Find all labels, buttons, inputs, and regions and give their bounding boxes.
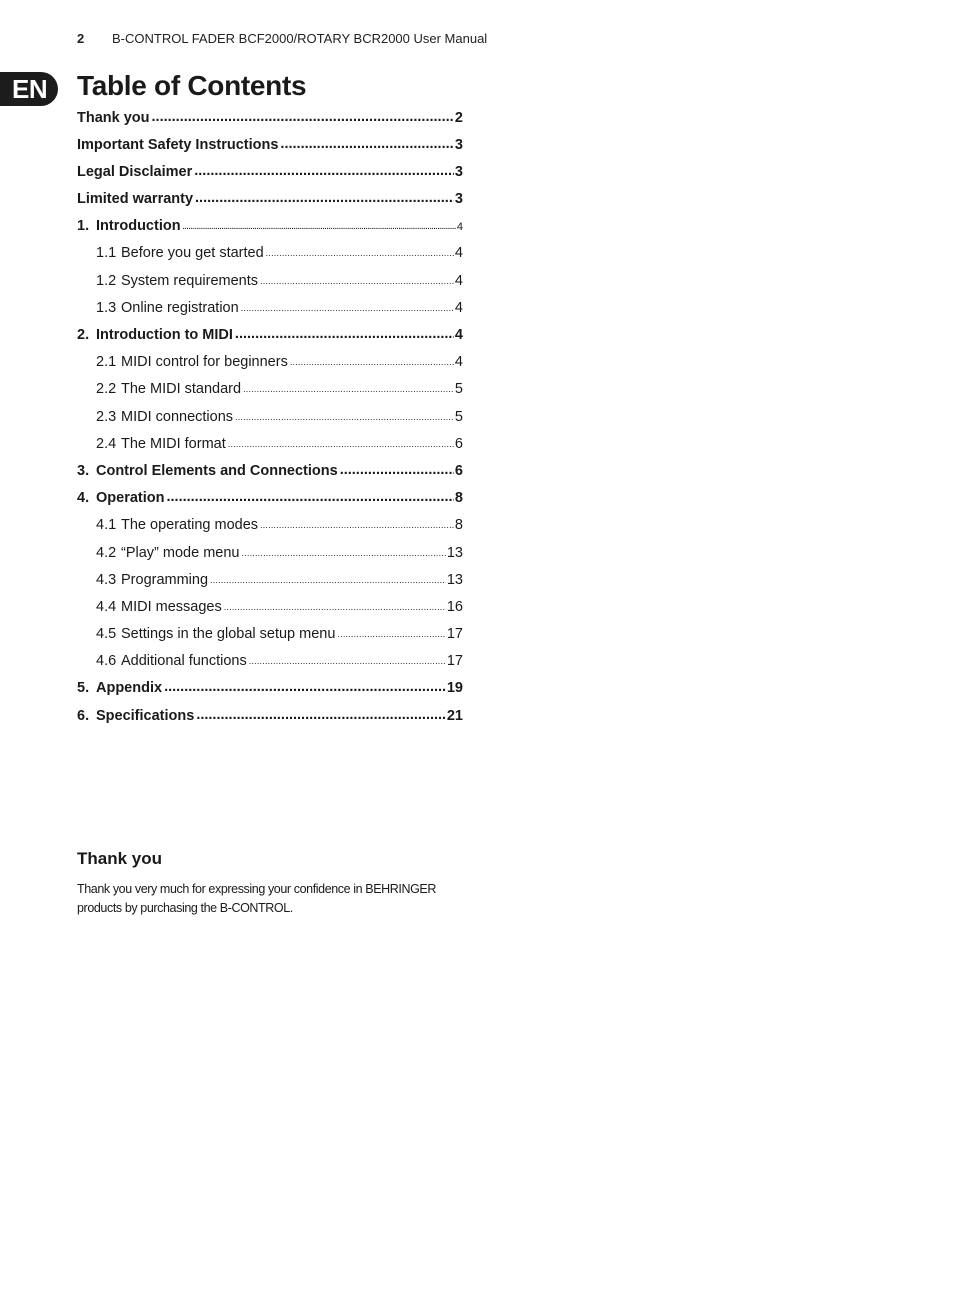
toc-entry-number: 3. bbox=[77, 462, 90, 479]
toc-entry-label: Specifications bbox=[96, 707, 195, 724]
toc-entry-page: 4 bbox=[454, 299, 463, 316]
toc-entry-label: Legal Disclaimer bbox=[77, 163, 193, 180]
toc-entry-number: 1.1 bbox=[96, 245, 117, 262]
toc-dot-leader bbox=[235, 325, 454, 340]
thank-you-heading: Thank you bbox=[77, 849, 163, 868]
toc-entry-page: 19 bbox=[446, 680, 463, 697]
page-number: 2 bbox=[77, 31, 85, 46]
toc-dot-leader bbox=[243, 379, 454, 394]
toc-entry-introduction[interactable] bbox=[77, 216, 463, 243]
toc-entry-label: MIDI connections bbox=[121, 408, 234, 425]
toc-entry-page: 5 bbox=[454, 381, 463, 398]
toc-entry-number: 4.3 bbox=[96, 571, 117, 588]
toc-entry-number: 1.3 bbox=[96, 299, 117, 316]
toc-dot-leader bbox=[195, 189, 454, 204]
toc-entry-additional-functions[interactable] bbox=[77, 651, 463, 678]
toc-entry-midi-messages[interactable] bbox=[77, 596, 463, 623]
toc-entry-page: 4 bbox=[454, 272, 463, 289]
toc-entry-number: 2.1 bbox=[96, 354, 117, 371]
toc-entry-label: “Play” mode menu bbox=[121, 544, 240, 561]
toc-entry-appendix[interactable] bbox=[77, 678, 463, 705]
toc-dot-leader bbox=[249, 651, 446, 666]
toc-entry-online-registration[interactable] bbox=[77, 297, 463, 324]
toc-entry-page: 4 bbox=[456, 221, 463, 234]
toc-dot-leader bbox=[228, 433, 454, 448]
toc-entry-number: 4. bbox=[77, 490, 90, 507]
toc-entry-page: 4 bbox=[454, 245, 463, 262]
toc-entry-page: 13 bbox=[446, 544, 463, 561]
toc-entry-number: 4.2 bbox=[96, 544, 117, 561]
toc-entry-limited-warranty[interactable] bbox=[77, 189, 463, 216]
toc-entry-label: MIDI messages bbox=[121, 598, 222, 615]
toc-entry-specifications[interactable] bbox=[77, 705, 463, 732]
toc-entry-number: 5. bbox=[77, 680, 90, 697]
toc-entry-operation[interactable] bbox=[77, 488, 463, 515]
toc-dot-leader bbox=[235, 406, 454, 421]
toc-entry-system-requirements[interactable] bbox=[77, 270, 463, 297]
toc-list bbox=[77, 107, 463, 732]
toc-entry-label: Before you get started bbox=[121, 245, 264, 262]
language-tab: EN bbox=[0, 72, 58, 106]
toc-entry-label: Control Elements and Connections bbox=[96, 462, 338, 479]
toc-entry-thank-you[interactable] bbox=[77, 107, 463, 134]
toc-dot-leader bbox=[266, 243, 454, 258]
toc-dot-leader bbox=[166, 488, 453, 503]
toc-entry-number: 2.2 bbox=[96, 381, 117, 398]
toc-dot-leader bbox=[280, 134, 454, 149]
toc-entry-page: 3 bbox=[454, 136, 463, 153]
toc-dot-leader bbox=[241, 297, 454, 312]
toc-entry-programming[interactable] bbox=[77, 569, 463, 596]
toc-entry-page: 6 bbox=[454, 462, 463, 479]
toc-dot-leader bbox=[241, 542, 445, 557]
toc-entry-global-setup-menu[interactable] bbox=[77, 624, 463, 651]
toc-dot-leader bbox=[194, 161, 454, 176]
toc-entry-page: 21 bbox=[446, 707, 463, 724]
toc-dot-leader bbox=[260, 515, 454, 530]
toc-entry-number: 4.4 bbox=[96, 598, 117, 615]
toc-entry-introduction-to-midi[interactable] bbox=[77, 325, 463, 352]
toc-entry-midi-connections[interactable] bbox=[77, 406, 463, 433]
toc-entry-page: 8 bbox=[454, 517, 463, 534]
toc-entry-label: Settings in the global setup menu bbox=[121, 626, 336, 643]
toc-entry-label: MIDI control for beginners bbox=[121, 354, 288, 371]
toc-entry-midi-standard[interactable] bbox=[77, 379, 463, 406]
toc-entry-before-you-get-started[interactable] bbox=[77, 243, 463, 270]
toc-entry-number: 1.2 bbox=[96, 272, 117, 289]
toc-entry-number: 2.3 bbox=[96, 408, 117, 425]
toc-dot-leader bbox=[196, 705, 446, 720]
toc-entry-page: 3 bbox=[454, 163, 463, 180]
toc-entry-label: Operation bbox=[96, 490, 165, 507]
toc-entry-midi-control-for-beginners[interactable] bbox=[77, 352, 463, 379]
toc-entry-midi-format[interactable] bbox=[77, 433, 463, 460]
toc-dot-leader bbox=[340, 460, 454, 475]
toc-dot-leader bbox=[337, 624, 445, 639]
toc-entry-label: Programming bbox=[121, 571, 209, 588]
toc-entry-label: Additional functions bbox=[121, 653, 247, 670]
toc-entry-label: Online registration bbox=[121, 299, 239, 316]
toc-entry-label: The operating modes bbox=[121, 517, 259, 534]
page-header bbox=[77, 31, 487, 46]
toc-dot-leader bbox=[260, 270, 454, 285]
toc-entry-page: 13 bbox=[446, 571, 463, 588]
toc-entry-page: 17 bbox=[446, 626, 463, 643]
toc-entry-play-mode-menu[interactable] bbox=[77, 542, 463, 569]
toc-dot-leader bbox=[152, 107, 454, 122]
toc-entry-label: Introduction to MIDI bbox=[96, 327, 233, 343]
toc-entry-page: 16 bbox=[446, 598, 463, 615]
toc-entry-label: The MIDI format bbox=[121, 435, 226, 452]
toc-dot-leader bbox=[290, 352, 454, 367]
toc-entry-operating-modes[interactable] bbox=[77, 515, 463, 542]
toc-entry-page: 5 bbox=[454, 408, 463, 425]
manual-title: B-CONTROL FADER BCF2000/ROTARY BCR2000 User Manual bbox=[112, 31, 488, 46]
toc-entry-legal-disclaimer[interactable] bbox=[77, 161, 463, 188]
toc-entry-label: Thank you bbox=[77, 109, 150, 126]
thank-you-body: Thank you very much for expressing your confidence in BEHRINGER products by purchasing the B-CONTROL. bbox=[77, 882, 436, 915]
toc-entry-page: 4 bbox=[454, 327, 463, 343]
toc-entry-number: 6. bbox=[77, 707, 90, 724]
toc-dot-leader bbox=[164, 678, 446, 693]
toc-entry-label: Introduction bbox=[96, 218, 181, 235]
toc-entry-number: 4.6 bbox=[96, 653, 117, 670]
toc-entry-page: 6 bbox=[454, 435, 463, 452]
toc-dot-leader bbox=[210, 569, 446, 584]
toc-dot-leader bbox=[183, 216, 456, 231]
toc-title: Table of Contents bbox=[77, 70, 307, 101]
toc-entry-page: 3 bbox=[454, 191, 463, 208]
toc-entry-number: 4.5 bbox=[96, 626, 117, 643]
toc-entry-label: Appendix bbox=[96, 680, 163, 697]
toc-dot-leader bbox=[224, 596, 446, 611]
toc-entry-page: 4 bbox=[454, 354, 463, 371]
toc-entry-label: Limited warranty bbox=[77, 191, 194, 208]
toc-entry-label: Important Safety Instructions bbox=[77, 136, 279, 153]
toc-entry-safety-instructions[interactable] bbox=[77, 134, 463, 161]
toc-entry-number: 2.4 bbox=[96, 435, 117, 452]
toc-entry-label: System requirements bbox=[121, 272, 258, 289]
toc-entry-control-elements[interactable] bbox=[77, 460, 463, 487]
toc-entry-number: 2. bbox=[77, 327, 90, 343]
toc-entry-page: 17 bbox=[446, 653, 463, 670]
toc-entry-number: 4.1 bbox=[96, 517, 117, 534]
toc-entry-page: 2 bbox=[454, 109, 463, 126]
toc-entry-number: 1. bbox=[77, 218, 90, 235]
toc-entry-label: The MIDI standard bbox=[121, 381, 242, 398]
toc-entry-page: 8 bbox=[454, 490, 463, 507]
